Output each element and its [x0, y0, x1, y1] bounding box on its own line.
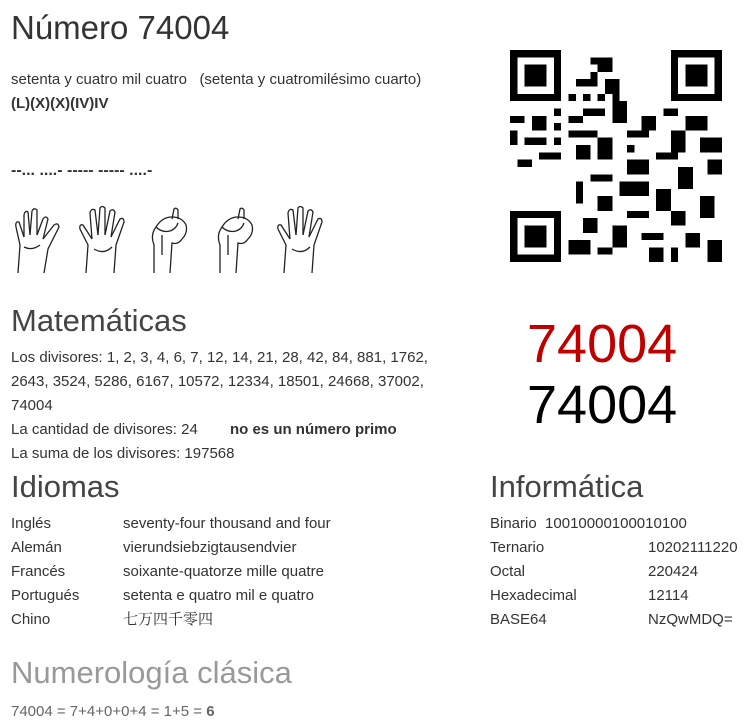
sign-language-hands [10, 205, 330, 275]
base-row [490, 536, 748, 560]
divisors-line: Los divisores: 1, 2, 3, 4, 6, 7, 12, 14, 21, 28, 42, 84, 881, 1762, [11, 349, 428, 366]
morse-code: --... ....- ----- ----- ....- [11, 162, 153, 179]
divisor-count: La cantidad de divisores: 24 [11, 421, 198, 438]
math-heading: Matemáticas [11, 303, 187, 338]
numerology-formula: 74004 = 7+4+0+0+4 = 1+5 = [11, 703, 207, 720]
page-title: Número 74004 [11, 9, 230, 46]
language-row [11, 560, 471, 584]
language-name: Chino [11, 611, 51, 628]
binary-label: Binario [490, 515, 537, 532]
base-label: BASE64 [490, 611, 547, 628]
hand-4-icon [274, 205, 330, 275]
hand-0-icon [208, 205, 264, 275]
hand-4-icon [76, 205, 132, 275]
base-value: 10202111220 [648, 539, 738, 556]
language-text: 七万四千零四 [123, 611, 214, 628]
base-row [490, 584, 748, 608]
base-value: 220424 [648, 563, 699, 580]
hand-7-icon [10, 205, 66, 275]
numerology-heading: Numerología clásica [11, 655, 292, 690]
language-row [11, 584, 471, 608]
language-row [11, 512, 471, 536]
big-number-black: 74004 [527, 375, 678, 435]
language-name: Inglés [11, 515, 52, 532]
base-value: 12114 [648, 587, 689, 604]
prime-status: no es un número primo [229, 421, 397, 438]
languages-heading: Idiomas [11, 469, 120, 504]
numerology-formula-row [11, 700, 215, 724]
base-label: Ternario [490, 539, 545, 556]
base-row [490, 608, 748, 632]
divisor-sum: La suma de los divisores: 197568 [11, 445, 235, 462]
informatics-heading: Informática [490, 469, 644, 504]
language-name: Portugués [11, 587, 80, 604]
language-text: vierundsiebzigtausendvier [123, 539, 297, 556]
ordinal-text: (setenta y cuatromilésimo cuarto) [199, 71, 422, 88]
base-row [490, 560, 748, 584]
qr-code [510, 50, 722, 262]
spelled-text: setenta y cuatro mil cuatro [11, 71, 187, 88]
binary-value: 10010000100010100 [545, 515, 687, 532]
base-label: Hexadecimal [490, 587, 577, 604]
languages-table [11, 512, 471, 632]
spelled-number [11, 68, 421, 92]
roman-numeral: (L)(X)(X)(IV)IV [11, 95, 109, 112]
informatics-table [490, 512, 748, 632]
language-text: seventy-four thousand and four [123, 515, 331, 532]
divisors-line: 2643, 3524, 5286, 6167, 10572, 12334, 18501, 24668, 37002, [11, 373, 424, 390]
language-row [11, 608, 471, 632]
language-name: Alemán [11, 539, 62, 556]
language-row [11, 536, 471, 560]
divisors-line: 74004 [11, 397, 53, 414]
language-name: Francés [11, 563, 66, 580]
big-number-red: 74004 [527, 314, 678, 374]
base-label: Octal [490, 563, 526, 580]
binary-row [490, 512, 748, 536]
divisor-count-row [11, 418, 471, 442]
base-value: NzQwMDQ= [648, 611, 733, 628]
language-text: setenta e quatro mil e quatro [123, 587, 314, 604]
language-text: soixante-quatorze mille quatre [123, 563, 324, 580]
hand-0-icon [142, 205, 198, 275]
math-section [11, 346, 471, 466]
numerology-result: 6 [206, 703, 215, 720]
